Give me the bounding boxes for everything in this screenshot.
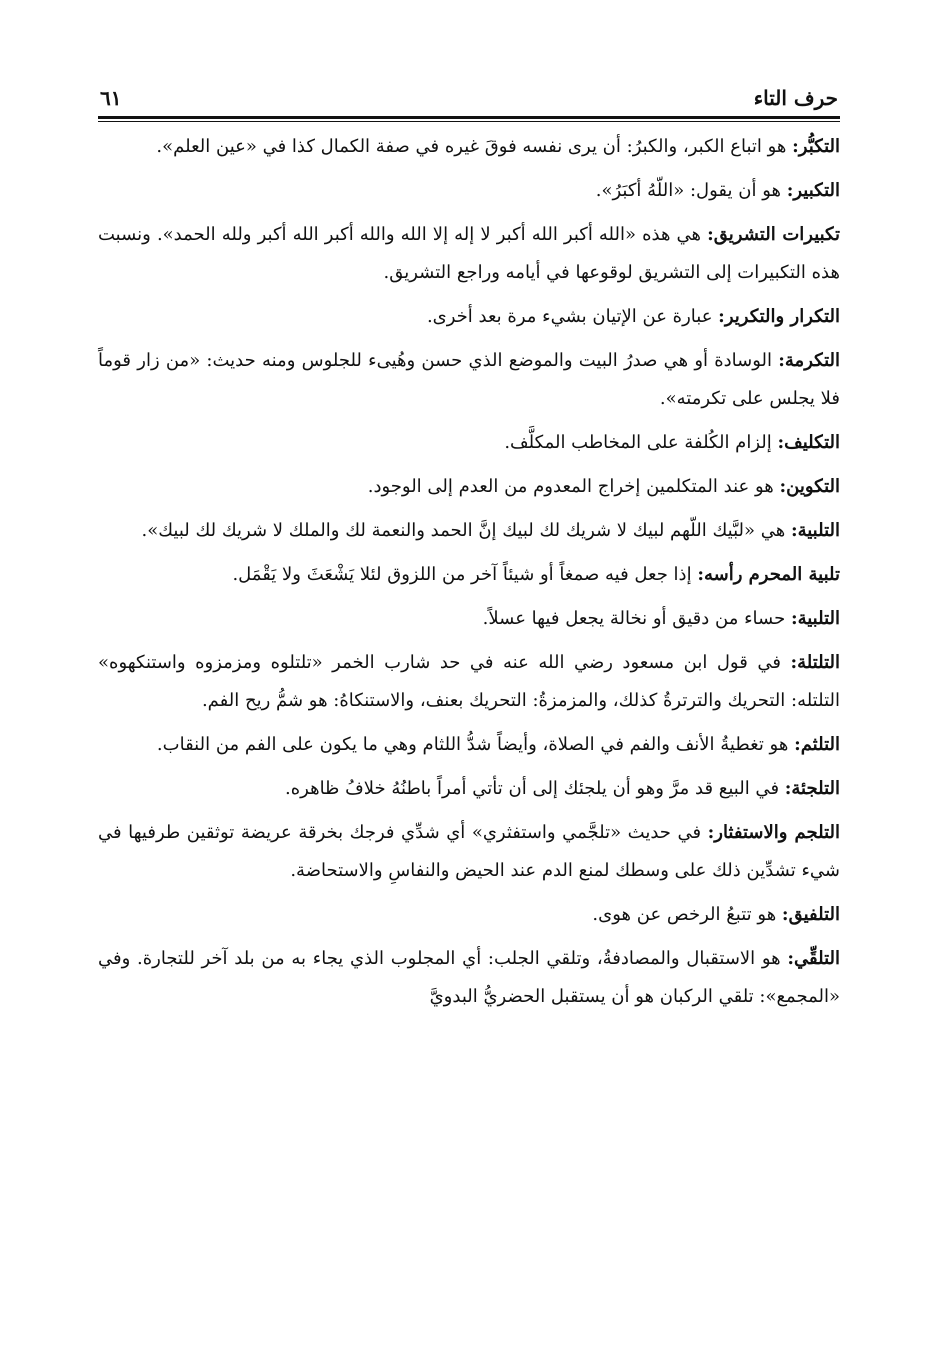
entry-definition: هو الاستقبال والمصادفةُ، وتلقي الجلب: أي المجلوب الذي يجاء به من بلد آخر للتجارة. وفي «المجمع»: تلقي الركبان هو أن يستقبل الحضريُّ البدويَّ: [98, 948, 840, 1007]
entry-definition: هو تغطيةُ الأنف والفم في الصلاة، وأيضاً شدُّ اللثام وهي ما يكون على الفم من النقاب.: [156, 734, 795, 755]
entry-term: التلثم:: [794, 734, 840, 755]
entry-term: التلبية:: [790, 608, 840, 629]
header-rule-thin: [98, 121, 840, 122]
entry-term: التلجم والاستفثار:: [707, 822, 840, 843]
header-rule-thick: [98, 116, 840, 119]
page-number: ٦١: [100, 86, 122, 110]
entry-taklif: [98, 424, 840, 462]
entry-term: التلبية:: [790, 520, 840, 541]
page-header: [98, 70, 840, 110]
entry-tikrar: [98, 298, 840, 336]
entry-definition: هو اتباع الكبر، والكبرُ: أن يرى نفسه فوقَ غيره في صفة الكمال كذا في «عين العلم».: [156, 136, 793, 157]
entry-taljia: [98, 770, 840, 808]
entry-takbir: [98, 172, 840, 210]
entry-definition: هو تتبعُ الرخص عن هوى.: [592, 904, 782, 925]
entry-list: [98, 128, 840, 1016]
entry-definition: في حديث «تلجَّمي واستفثري» أي شدِّي فرجك بخرقة عريضة توثقين طرفيها في شيء تشدِّين ذلك على وسطك لمنع الدم عند الحيض والنفاسِ والاستحاضة.: [98, 822, 840, 881]
entry-talaththum: [98, 726, 840, 764]
entry-definition: هو عند المتكلمين إخراج المعدوم من العدم إلى الوجود.: [367, 476, 780, 497]
entry-definition: الوسادة أو هي صدرُ البيت والموضع الذي حسن وهُيىء للجلوس ومنه حديث: «من زار قوماً فلا يجلس على تكرمته».: [98, 350, 840, 409]
entry-term: تلبية المحرم رأسه:: [697, 564, 840, 585]
entry-takabbur: [98, 128, 840, 166]
entry-term: التكبير:: [786, 180, 840, 201]
entry-term: تكبيرات التشريق:: [707, 224, 841, 245]
entry-definition: إلزام الكُلفة على المخاطب المكلَّف.: [504, 432, 778, 453]
running-title: حرف التاء: [753, 86, 838, 110]
entry-term: التكرمة:: [778, 350, 840, 371]
entry-term: التكبُّر:: [792, 136, 840, 157]
entry-definition: عبارة عن الإتيان بشيء مرة بعد أخرى.: [426, 306, 719, 327]
entry-takbirat-tashriq: [98, 216, 840, 292]
entry-talbiya: [98, 512, 840, 550]
entry-definition: إذا جعل فيه صمغاً أو شيئاً آخر من اللزوق لئلا يَشْعَثَ ولا يَقْمَل.: [232, 564, 698, 585]
entry-talbina: [98, 600, 840, 638]
entry-term: التلتلة:: [790, 652, 840, 673]
entry-takwin: [98, 468, 840, 506]
entry-definition: هو أن يقول: «اللّهُ أكبَرُ».: [595, 180, 787, 201]
entry-term: التلجئة:: [784, 778, 840, 799]
entry-definition: في البيع قد مرَّ وهو أن يلجئك إلى أن تأتي أمراً باطنُهُ خلافُ ظاهره.: [285, 778, 785, 799]
entry-talaqqi: [98, 940, 840, 1016]
entry-talbiyat-muhrim: [98, 556, 840, 594]
entry-term: التلفيق:: [781, 904, 840, 925]
entry-taltala: [98, 644, 840, 720]
entry-term: التلقِّي:: [787, 948, 840, 969]
entry-term: التكوين:: [779, 476, 840, 497]
entry-definition: هي «لبَّيك اللّهم لبيك لا شريك لك لبيك إنَّ الحمد والنعمة لك والملك لا شريك لك لبيك».: [141, 520, 791, 541]
entry-term: التكرار والتكرير:: [718, 306, 840, 327]
entry-talajjum: [98, 814, 840, 890]
entry-definition: في قول ابن مسعود رضي الله عنه في حد شارب الخمر «تلتلوه ومزمزوه واستنكهوه» التلتله: التحريك والترترةُ كذلك، والمزمزةُ: التحريك بعنف، والاستنكاهُ: هو شمُّ ريح الفم.: [98, 652, 840, 711]
entry-talfiq: [98, 896, 840, 934]
entry-takrima: [98, 342, 840, 418]
entry-definition: حساء من دقيق أو نخالة يجعل فيها عسلاً.: [482, 608, 791, 629]
book-page: [98, 70, 840, 1022]
entry-term: التكليف:: [777, 432, 840, 453]
entry-definition: هي هذه «الله أكبر الله أكبر لا إله إلا الله والله أكبر الله أكبر ولله الحمد». ونسبت هذه التكبيرات إلى التشريق لوقوعها في أيامه وراجع التشريق.: [98, 224, 840, 283]
